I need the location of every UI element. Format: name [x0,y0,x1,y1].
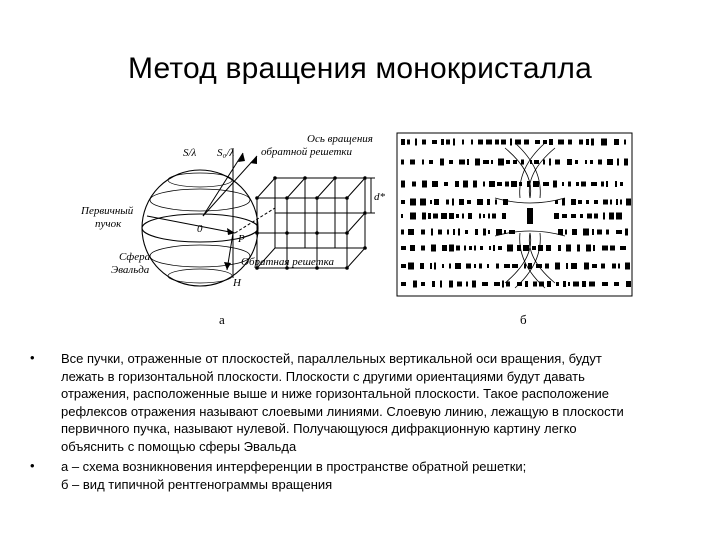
diffraction-spot [568,140,572,145]
diffraction-spot [446,140,450,145]
diffraction-spot [610,200,612,205]
svg-text:H: H [233,277,241,289]
diffraction-spot [602,246,608,251]
diffraction-spot [587,214,592,219]
diffraction-spot [586,200,589,204]
svg-text:Сфера: Сфера [119,251,151,263]
text-line: б – вид типичной рентгенограммы вращения [61,476,333,492]
diffraction-spot [420,263,424,269]
diffraction-spot [410,245,415,251]
svg-text:P: P [238,233,245,245]
diffraction-spot [433,214,438,219]
diffraction-spot [556,282,559,286]
diffraction-spot [422,140,426,145]
diffraction-spot [458,229,460,236]
diffraction-spot [606,181,608,187]
diffraction-spot [528,263,532,269]
diffraction-spot [612,264,616,269]
text-line: а – схема возникновения интерференции в пространстве обратной решетки; [61,459,527,474]
diffraction-spot [442,264,444,268]
diffraction-spot [624,159,628,166]
diffraction-spot [583,229,589,236]
page-title: Метод вращения монокристалла [127,52,593,85]
diffraction-spot [568,182,571,187]
diffraction-spot [475,159,480,166]
diffraction-spot [562,214,567,218]
diffraction-spot [506,282,510,287]
diffraction-spot [441,213,447,219]
diffraction-spot [420,199,426,206]
diffraction-spot [471,140,473,145]
diffraction-spot [593,245,595,251]
diffraction-spot [523,245,529,251]
diffraction-spot [553,181,557,188]
diffraction-spot [535,140,540,144]
bullet-item-description [30,350,680,455]
diffraction-spot [463,181,468,188]
diffraction-spot [449,245,454,252]
diffraction-spot [571,199,576,205]
bullet-item-captions [30,458,680,493]
diffraction-spot [464,246,466,251]
diffraction-spot [521,160,524,165]
diffraction-spot [455,263,461,269]
diffraction-spot [620,200,622,205]
diffraction-spot [584,263,589,270]
svg-text:d*: d* [374,191,385,203]
diffraction-spot [483,214,485,218]
diffraction-spot [456,246,460,251]
diffraction-spot [578,200,582,204]
diffraction-spot [401,214,403,218]
diffraction-spot [440,281,442,288]
diffraction-spot [626,281,631,287]
diffraction-spot [449,281,453,288]
diffraction-spot [502,281,504,288]
diffraction-spot [487,199,490,205]
rotation-pattern [397,133,632,296]
diffraction-spot [513,160,517,164]
diffraction-spot [555,160,560,165]
diffraction-spot [562,199,565,206]
diffraction-spot [582,281,586,287]
diffraction-spot [489,181,495,187]
diffraction-spot [467,200,471,204]
diffraction-spot [543,160,545,165]
diffraction-spot [430,200,432,204]
diffraction-spot [607,159,613,165]
diffraction-spot [505,182,509,187]
diffraction-spot [474,264,476,268]
diffraction-spot [455,181,459,187]
diffraction-spot [555,263,560,270]
diffraction-spot [603,213,605,220]
diffraction-spot [534,160,539,164]
diffraction-spot [421,246,425,251]
diffraction-spot [615,181,617,187]
diffraction-spot [506,160,510,164]
diffraction-spot [594,200,598,204]
diffraction-spot [429,160,433,164]
diffraction-spot [477,199,483,205]
diffraction-spot [580,214,583,218]
diffraction-spot [459,160,465,165]
diffraction-spot [591,182,597,186]
diffraction-spot [585,160,587,164]
diffraction-spot [606,230,609,235]
diffraction-spot [616,199,618,205]
diffraction-spot [571,214,576,218]
svg-text:S/λ: S/λ [183,147,197,159]
diffraction-spot [589,282,595,287]
diffraction-spot [401,181,405,188]
diffraction-spot [507,245,513,252]
bullet-list [30,350,680,496]
diffraction-spot [483,182,485,187]
diffraction-spot [554,213,559,219]
diffraction-spot [620,182,623,186]
diffraction-spot [617,159,619,166]
diffraction-spot [610,246,615,251]
reciprocal-lattice [257,178,375,268]
diffraction-spot [625,263,630,270]
diffraction-spot [459,199,464,205]
diffraction-spot [467,159,469,165]
diffraction-spot [479,264,482,269]
svg-text:обратной решетки: обратной решетки [261,146,353,158]
diffraction-spot [539,282,544,287]
diffraction-spot [598,160,602,165]
diffraction-spot [447,230,449,235]
diffraction-spot [546,245,551,251]
diffraction-spot [563,281,566,287]
diffraction-spot [591,139,594,146]
diffraction-spot [586,245,591,252]
diffraction-spot [408,229,414,235]
diffraction-spot [465,230,468,234]
diffraction-spot [575,160,578,164]
diffraction-spot [565,230,567,235]
diffraction-spot [408,263,414,270]
diffraction-spot [410,199,416,206]
diffraction-spot [581,182,586,187]
diffraction-spot [616,230,622,234]
diffraction-spot [492,214,496,219]
diffraction-spot [533,282,537,287]
diffraction-spot [449,264,451,269]
diffraction-spot [422,181,427,188]
diffraction-spot [594,214,598,219]
diffraction-spot [434,199,439,205]
diffraction-spot [431,245,436,252]
text-line: объяснить с помощью сферы Эвальда [61,438,297,454]
figure-caption-b: б [520,312,527,327]
diffraction-spot [602,282,608,286]
diffraction-spot [494,282,500,286]
diffraction-spot [496,264,499,269]
diffraction-spot [566,263,568,269]
diffraction-spot [421,230,425,235]
diffraction-spot [432,281,435,287]
diffraction-spot [453,139,455,146]
diffraction-spot [590,160,593,164]
diffraction-spot [407,140,410,145]
diffraction-spot [410,213,416,220]
diffraction-spot [547,281,551,287]
diffraction-spot [401,200,405,204]
diffraction-spot [502,213,506,219]
diffraction-spot [431,229,433,236]
figure-diagram [75,128,645,328]
diffraction-spot [473,181,477,188]
diffraction-spot [562,182,564,186]
diffraction-spot [449,213,454,219]
diffraction-spot [421,282,425,286]
diffraction-spot [567,159,572,165]
text-line: Все пучки, отраженные от плоскостей, параллельных вертикальной оси вращения, будут [61,351,602,366]
diffraction-spot [468,213,472,219]
diffraction-spot [432,181,438,187]
diffraction-spot [620,246,626,250]
diffraction-spot [625,229,628,236]
diffraction-spot [601,264,605,269]
diffraction-spot [592,229,594,235]
diffraction-spot [497,182,502,186]
diffraction-spot [475,229,478,235]
diffraction-spot [422,160,424,165]
diffraction-spot [457,282,462,287]
svg-text:Обратная решетка: Обратная решетка [241,256,334,268]
diffraction-spot [511,181,517,187]
diffraction-spot [493,245,495,251]
svg-text:Эвальда: Эвальда [111,264,150,276]
diffraction-spot [572,229,577,235]
diffraction-spot [410,160,415,165]
diffraction-spot [446,200,449,205]
diffraction-spot [495,200,497,205]
svg-text:Первичный: Первичный [81,205,134,217]
diffraction-spot [483,229,486,236]
diffraction-spot [430,263,432,269]
diffraction-spot [444,182,448,186]
svg-text:S₀/λ: S₀/λ [217,147,235,159]
diffraction-spot [616,213,622,220]
diffraction-spot [603,200,608,205]
diffraction-spot [483,160,489,164]
diffraction-spot [601,182,604,187]
diffraction-spot [525,281,528,287]
diffraction-spot [592,264,597,268]
svg-text:0: 0 [197,223,203,235]
diffraction-spot [601,139,607,146]
diffraction-spot [440,159,444,166]
diffraction-spot [624,140,626,145]
diffraction-spot [577,245,580,252]
diffraction-spot [466,282,468,287]
diffraction-spot [486,140,492,145]
diffraction-spot [478,140,483,145]
diffraction-spot [413,281,417,288]
diffraction-spot [469,246,472,250]
diffraction-spot [480,246,483,250]
svg-text:Ось вращения: Ось вращения [307,133,373,145]
diffraction-spot [568,282,570,286]
diffraction-spot [474,246,476,251]
diffraction-spot [472,281,476,288]
diffraction-spot [441,139,444,145]
diffraction-spot [532,246,536,250]
diffraction-spot [479,214,481,219]
diffraction-spot [488,230,490,234]
diffraction-spot [442,245,447,251]
diffraction-spot [609,213,614,220]
text-line: отражения, расположенные выше и ниже горизонтальной плоскости. Такое расположение [61,386,610,401]
diffraction-spot [504,264,510,268]
diffraction-spot [401,139,405,145]
svg-text:пучок: пучок [95,218,122,230]
diffraction-spot [524,140,529,145]
diffraction-spot [558,245,561,251]
bullet-dot: • [30,350,35,365]
diffraction-spot [401,264,406,268]
text-line: первичного пучка, называют нулевой. Получающуюся дифракционную картину легко [61,421,577,436]
diffraction-spot [491,160,493,164]
diffraction-spot [579,140,583,145]
diffraction-spot [412,182,416,187]
diffraction-spot [495,140,499,145]
diffraction-spot [614,282,619,286]
diffraction-spot [510,139,512,146]
diffraction-spot [549,159,551,166]
diffraction-spot [489,246,491,250]
diffraction-spot [618,264,620,269]
diffraction-spot [415,139,417,146]
diffraction-spot [543,182,549,186]
diffraction-spot [453,229,455,235]
diffraction-spot [401,230,404,235]
text-line: рефлексов отражения называют слоевыми линиями. Слоевую линию, лежащую в плоскости [61,403,624,419]
diffraction-spot [498,246,502,250]
diffraction-spot [576,182,579,186]
figure-caption-a: а [219,312,225,327]
diffraction-spot [462,140,464,145]
diffraction-spot [401,246,406,250]
diffraction-spot [545,264,549,269]
diffraction-spot [466,264,471,269]
diffraction-spot [549,139,553,145]
text-line: лежать в горизонтальной плоскости. Плоскости с другими ориентациями будут давать [61,368,585,384]
diffraction-spot [488,214,490,219]
diffraction-spot [597,230,602,235]
diffraction-spot [432,140,437,144]
diffraction-spot [482,282,488,286]
diffraction-spot [462,214,464,219]
diffraction-spot [401,160,404,165]
diffraction-spot [428,213,431,219]
diffraction-spot [533,181,539,187]
diffraction-spot [512,264,518,268]
diffraction-spot [422,213,426,220]
diffraction-spot [401,282,406,286]
diffraction-spot [573,282,579,287]
diffraction-spot [456,214,459,218]
diffraction-spot [558,140,564,145]
bullet-dot: • [30,458,35,473]
diffraction-spot [498,159,504,166]
diffraction-spot [438,230,442,235]
diffraction-spot [626,199,631,206]
diffraction-spot [586,139,589,145]
diffraction-spot [571,263,577,269]
diffraction-spot [452,199,454,206]
diffraction-spot [487,264,489,268]
diffraction-spot [449,160,453,164]
diffraction-spot [501,140,506,145]
diffraction-spot [614,139,619,145]
diffraction-spot [434,263,436,270]
diffraction-spot [566,245,571,252]
